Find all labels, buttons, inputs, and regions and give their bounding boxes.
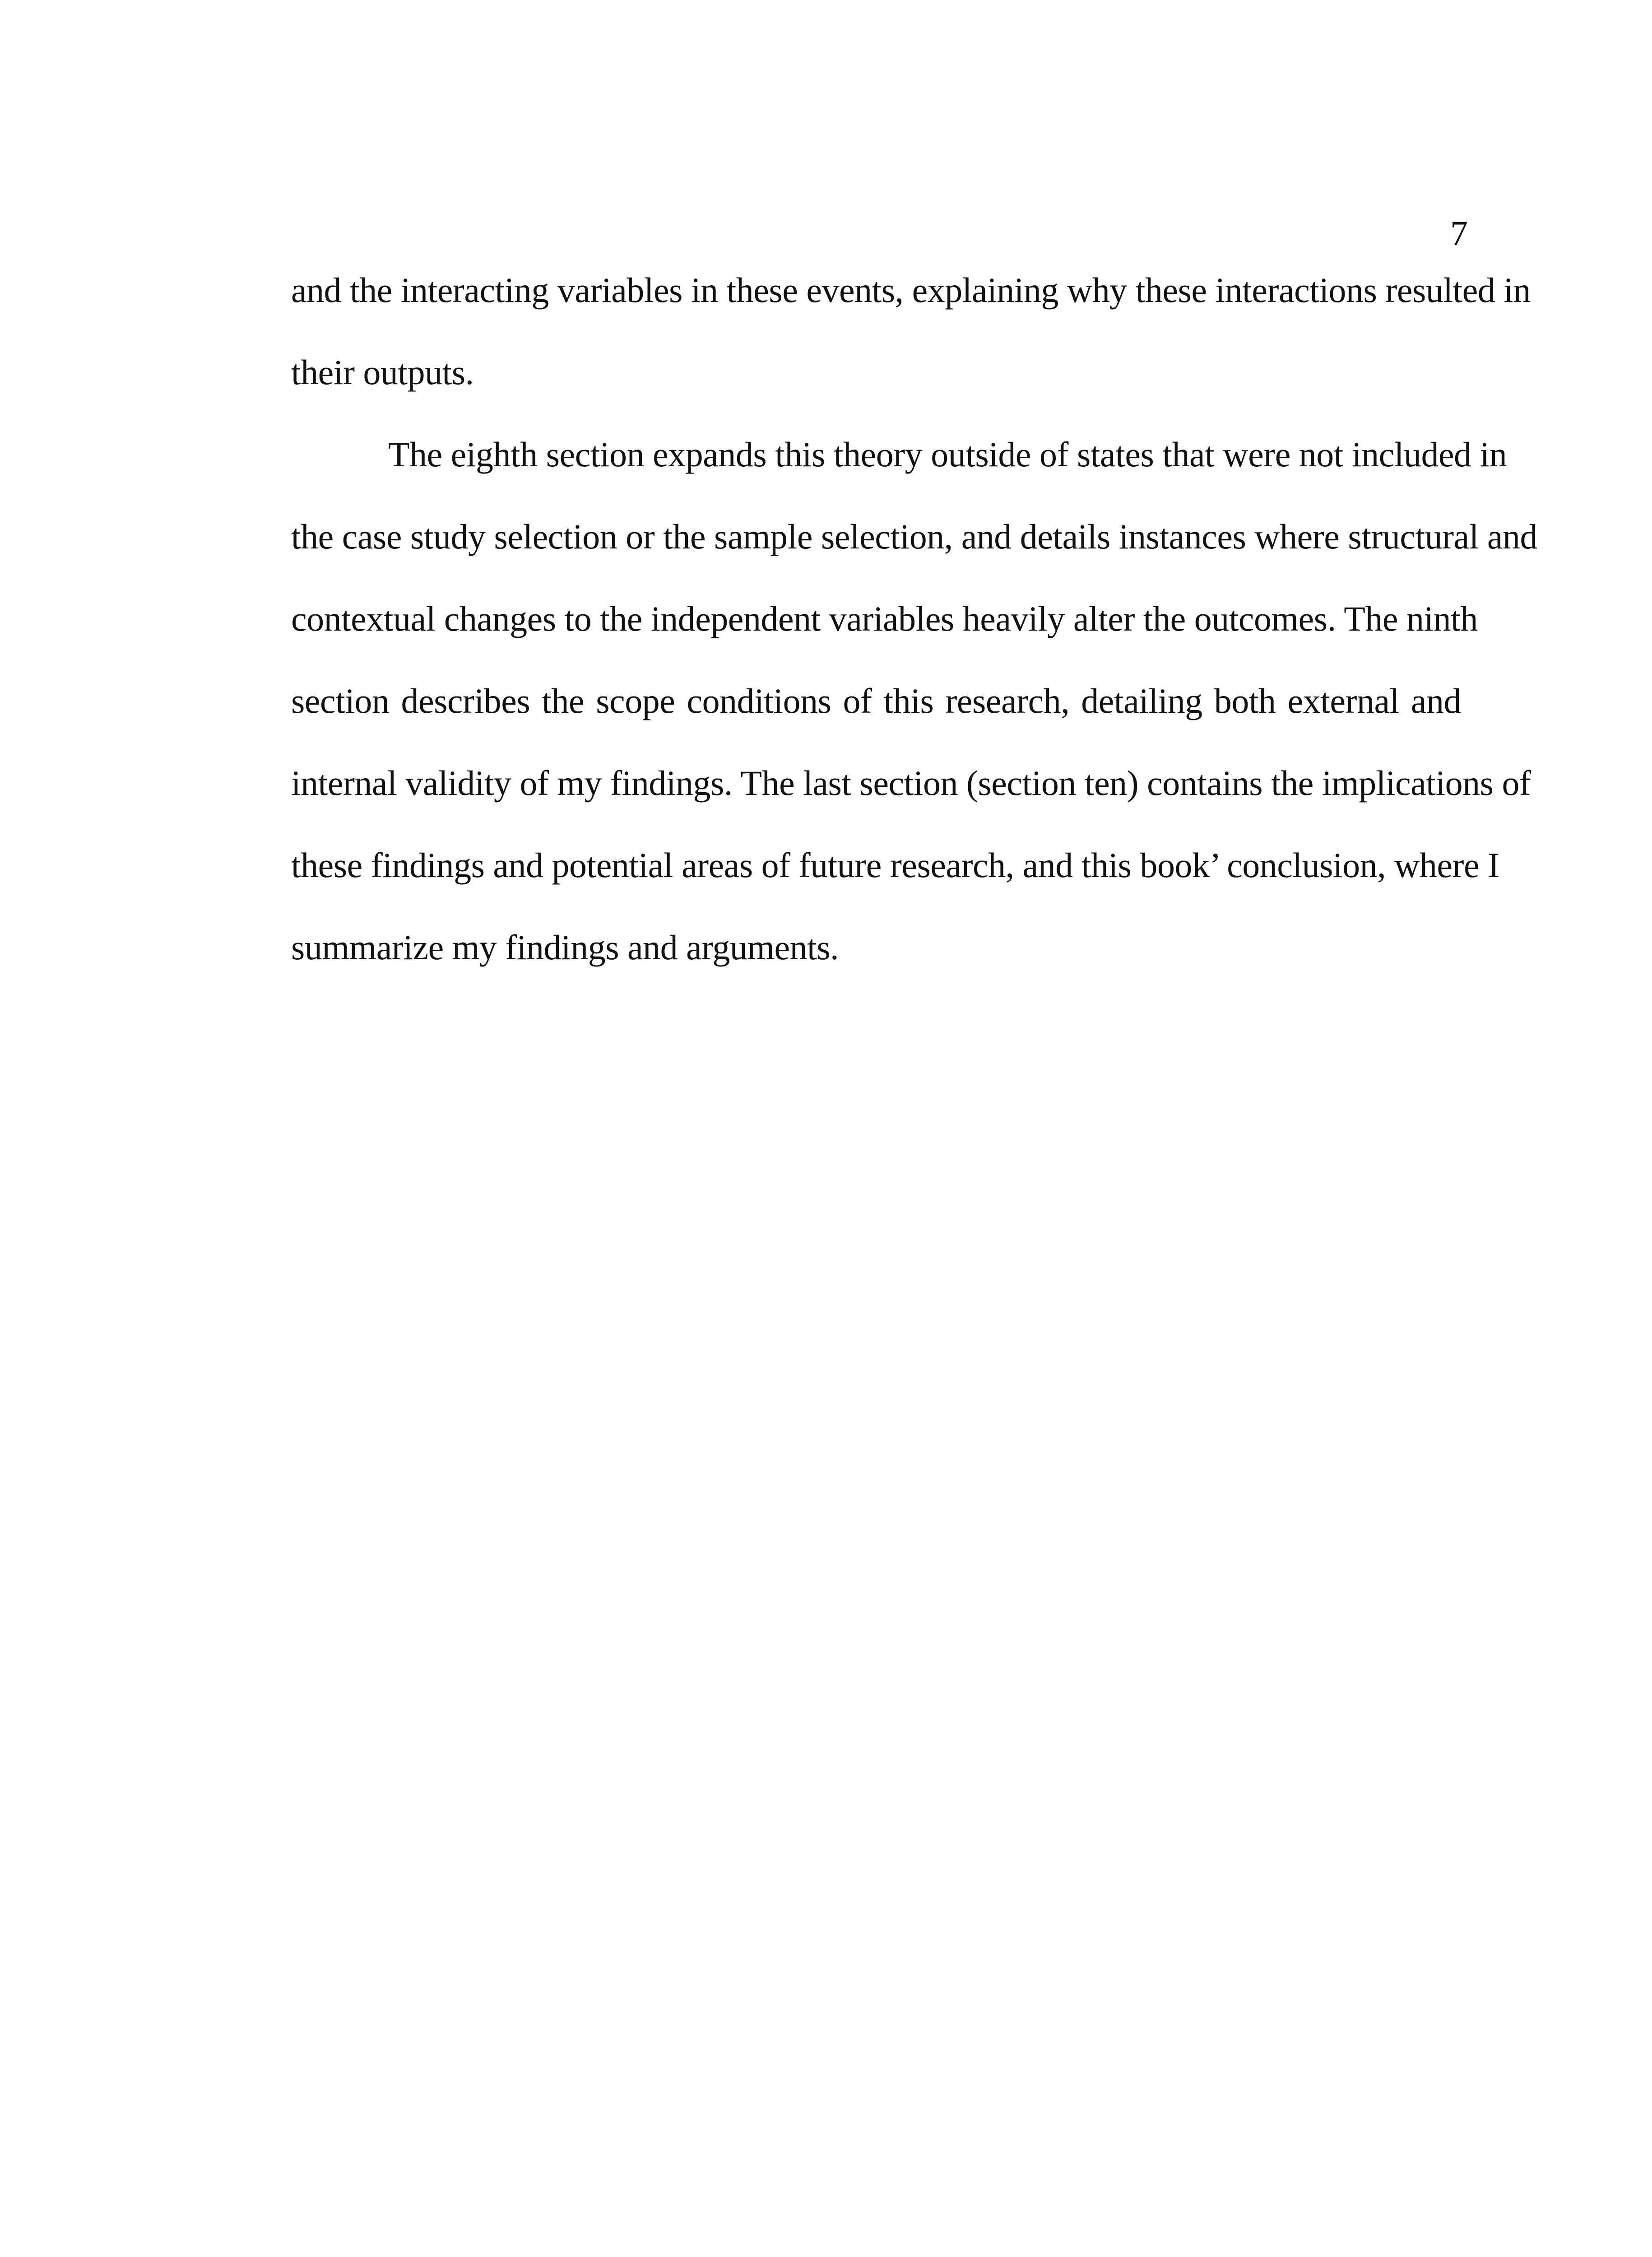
paragraph-1-line-1: and the interacting variables in these events, explaining why these interactions resulted in [291,270,1531,310]
body-text [291,249,1538,989]
paragraph-2-line-6: these findings and potential areas of future research, and this book’ conclusion, where I [291,845,1499,885]
paragraph-2-line-4: section describes the scope conditions of this research, detailing both external and [291,681,1461,720]
paragraph-2-line-3: contextual changes to the independent variables heavily alter the outcomes. The ninth [291,599,1478,638]
paragraph-2-line-5: internal validity of my findings. The last section (section ten) contains the implications of [291,763,1531,803]
paragraph-1-line-2: their outputs. [291,353,474,392]
paragraph-2-line-7: summarize my findings and arguments. [291,928,839,967]
paragraph-2-line-2: the case study selection or the sample selection, and details instances where structural and [291,517,1538,556]
page-number: 7 [1450,214,1468,253]
paragraph-2-line-1: The eighth section expands this theory outside of states that were not included in [388,435,1507,474]
